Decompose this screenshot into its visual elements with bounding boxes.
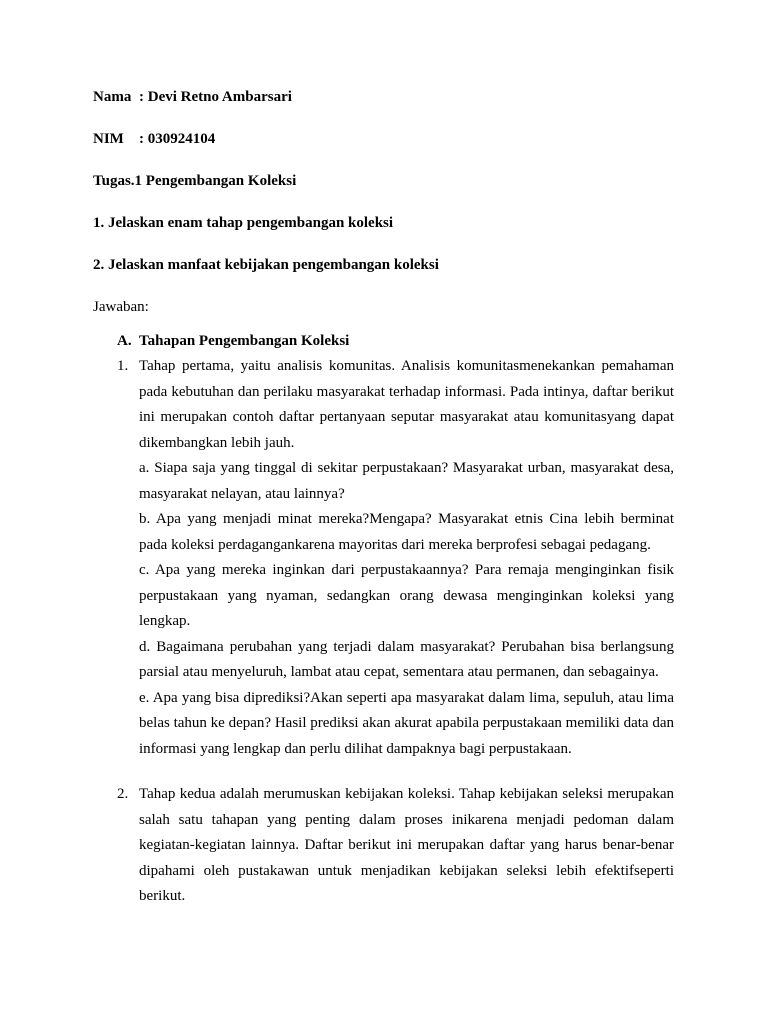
name-label: Nama	[93, 89, 132, 105]
sub-item-e: e. Apa yang bisa diprediksi?Akan seperti apa masyarakat dalam lima, sepuluh, atau lima belas tahun ke depan? Hasil prediksi akan akurat apabila perpustakaan memiliki data dan informasi yang lengkap dan perlu dilihat dampaknya bagi perpustakaan.	[139, 689, 674, 757]
question-1: 1. Jelaskan enam tahap pengembangan koleksi	[93, 215, 394, 231]
list-item-1	[117, 354, 674, 762]
nim-label: NIM	[93, 131, 124, 147]
section-a-marker: A.	[117, 333, 132, 349]
section-a-title: Tahapan Pengembangan Koleksi	[139, 333, 350, 349]
list-item-body	[139, 354, 674, 762]
sub-item-c: c. Apa yang mereka inginkan dari perpustakaannya? Para remaja menginginkan fisik perpustakaan yang nyaman, sedangkan orang dewasa menginginkan koleksi yang lengkap.	[139, 562, 674, 629]
section-a-heading	[117, 332, 349, 350]
list-item-body	[139, 782, 674, 910]
name-line	[93, 88, 292, 106]
answer-label: Jawaban:	[93, 299, 149, 315]
sub-item-a: a. Siapa saja yang tinggal di sekitar perpustakaan? Masyarakat urban, masyarakat desa, masyarakat nelayan, atau lainnya?	[139, 460, 674, 502]
sub-item-b: b. Apa yang menjadi minat mereka?Mengapa? Masyarakat etnis Cina lebih berminat pada koleksi perdagangankarena mayoritas dari mereka berprofesi sebagai pedagang.	[139, 511, 674, 553]
list-item-number: 2.	[117, 786, 129, 802]
list-item-text: Tahap pertama, yaitu analisis komunitas. Analisis komunitasmenekankan pemahaman pada kebutuhan dan perilaku masyarakat terhadap informasi. Pada intinya, daftar berikut ini merupakan contoh daftar pertanyaan seputar masyarakat atau komunitasyang dapat dikembangkan lebih jauh.	[139, 358, 674, 451]
list-item-text: Tahap kedua adalah merumuskan kebijakan koleksi. Tahap kebijakan seleksi merupakan salah satu tahapan yang penting dalam proses inikarena menjadi pedoman dalam kegiatan-kegiatan lainnya. Daftar berikut ini merupakan daftar yang harus benar-benar dipahami oleh pustakawan untuk menjadikan kebijakan seleksi lebih efektifseperti berikut.	[139, 786, 674, 904]
nim-line	[93, 130, 215, 148]
question-2: 2. Jelaskan manfaat kebijakan pengembangan koleksi	[93, 257, 439, 273]
task-title: Tugas.1 Pengembangan Koleksi	[93, 173, 297, 189]
name-value: : Devi Retno Ambarsari	[139, 89, 292, 105]
list-item-2	[117, 782, 674, 910]
nim-value: : 030924104	[139, 131, 216, 147]
list-item-number: 1.	[117, 358, 129, 374]
sub-item-d: d. Bagaimana perubahan yang terjadi dalam masyarakat? Perubahan bisa berlangsung parsial atau menyeluruh, lambat atau cepat, sementara atau permanen, dan sebagainya.	[139, 638, 674, 680]
